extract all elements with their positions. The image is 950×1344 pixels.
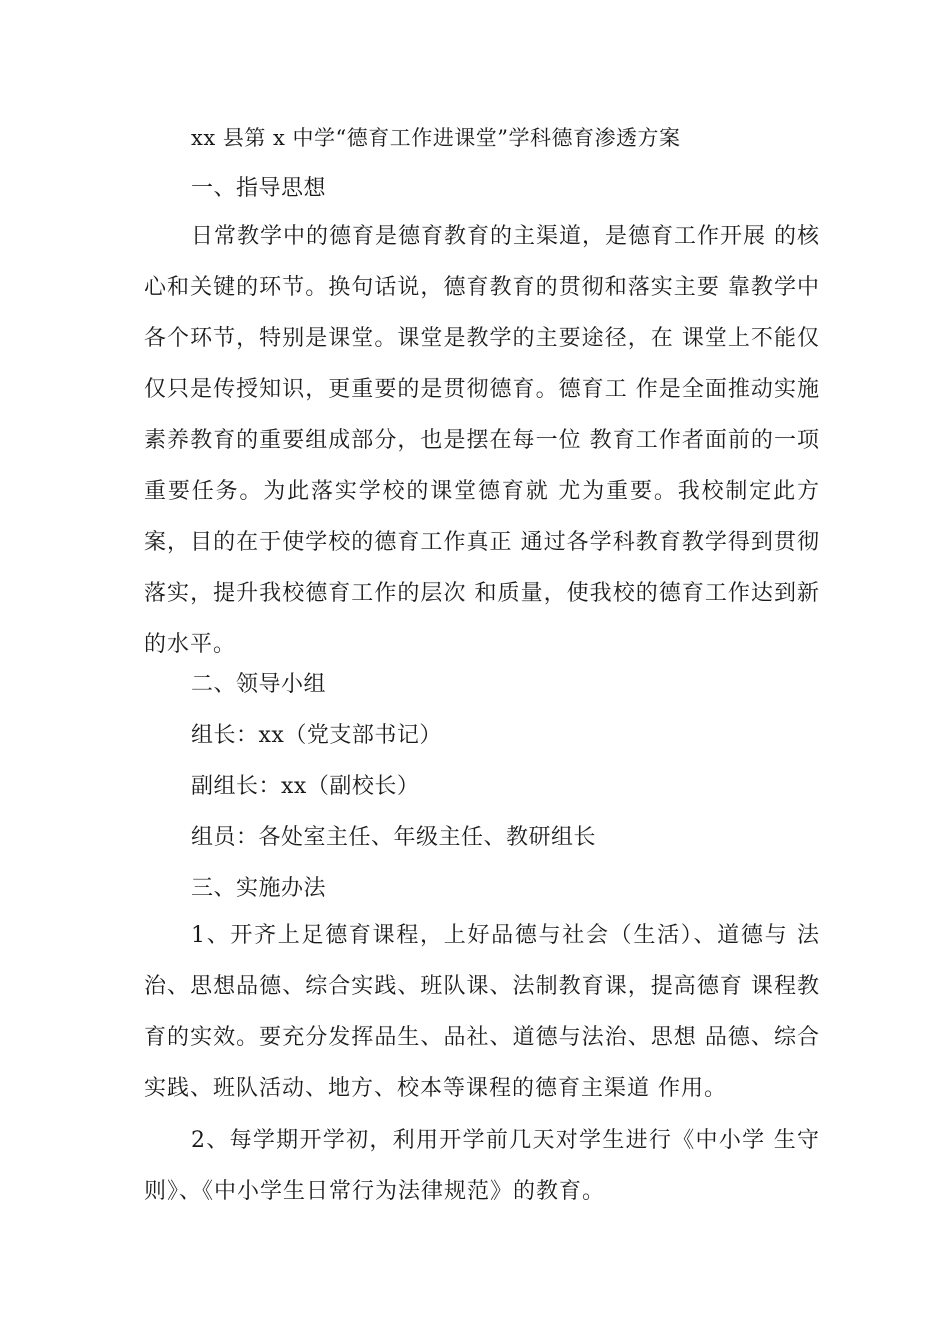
implementation-item-1: 1、开齐上足德育课程，上好品德与社会（生活）、道德与 法治、思想品德、综合实践、班队课、法制教育课，提高德育 课程教育的实效。要充分发挥品生、品社、道德与法治、思想 品德、综合实践、班队活动、地方、校本等课程的德育主渠道 作用。: [144, 923, 820, 1101]
section1-paragraph: 日常教学中的德育是德育教育的主渠道，是德育工作开展 的核心和关键的环节。换句话说，德育教育的贯彻和落实主要 靠教学中各个环节，特别是课堂。课堂是教学的主要途径，在 课堂上不能仅仅只是传授知识，更重要的是贯彻德育。德育工 作是全面推动实施素养教育的重要组成部分，也是摆在每一位 教育工作者面前的一项重要任务。为此落实学校的课堂德育就 尤为重要。我校制定此方案，目的在于使学校的德育工作真正 通过各学科教育教学得到贯彻落实，提升我校德育工作的层次 和质量，使我校的德育工作达到新的水平。: [144, 224, 820, 657]
section1-heading: 一、指导思想: [191, 176, 327, 201]
members-line: 组员：各处室主任、年级主任、教研组长: [191, 825, 597, 850]
document-title: xx 县第 x 中学“德育工作进课堂”学科德育渗透方案: [191, 126, 681, 150]
leader-line: 组长：xx（党支部书记）: [191, 723, 442, 748]
implementation-item-2: 2、每学期开学初，利用开学前几天对学生进行《中小学 生守则》、《中小学生日常行为法律规范》的教育。: [144, 1128, 820, 1204]
deputy-leader-line: 副组长：xx（副校长）: [191, 774, 420, 799]
section3-heading: 三、实施办法: [191, 876, 327, 901]
section2-heading: 二、领导小组: [191, 672, 327, 697]
